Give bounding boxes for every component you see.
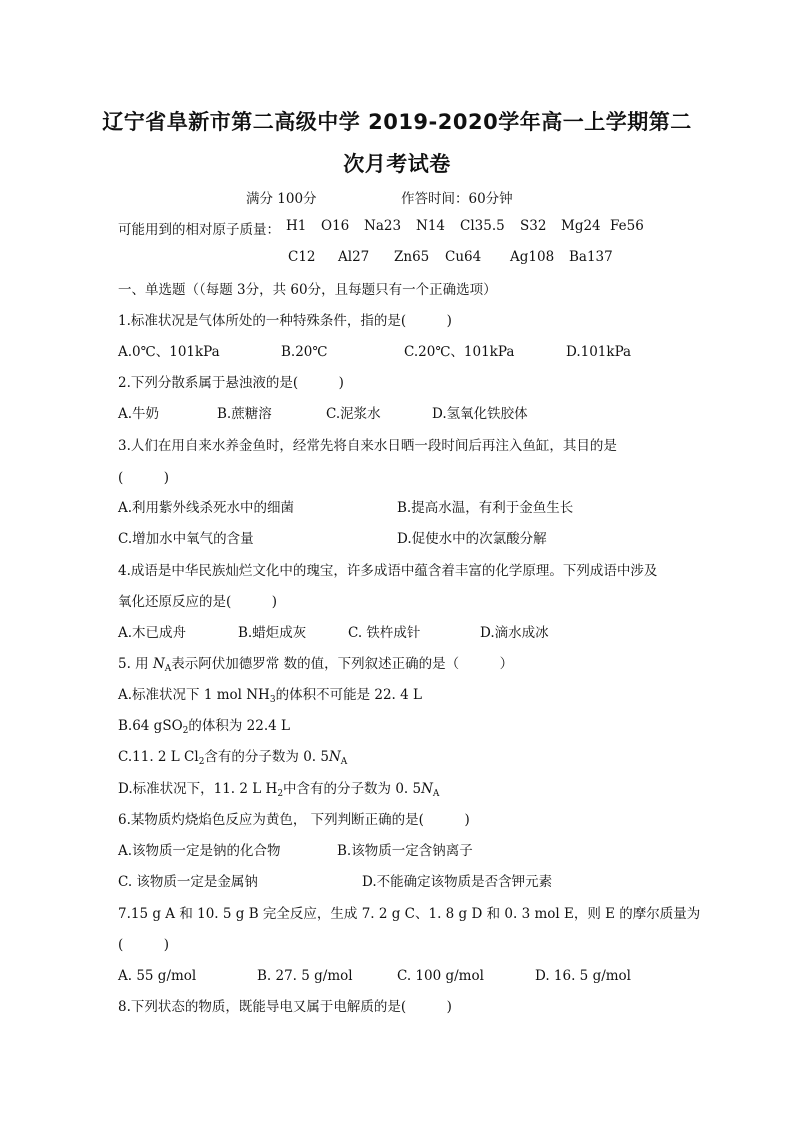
atomic-mass-item: N14 — [416, 218, 445, 234]
question-6-stem: 6.某物质灼烧焰色反应为黄色， 下列判断正确的是( ) — [118, 812, 470, 828]
atomic-mass-item: Cl35.5 — [460, 218, 505, 234]
q7-option-d: D. 16. 5 g/mol — [535, 968, 632, 984]
q5-d-text-end: 中含有的分子数为 0. 5 — [283, 781, 422, 797]
q5-option-d — [118, 780, 439, 798]
atomic-mass-item: Mg24 — [561, 218, 601, 234]
atomic-mass-item: C12 — [288, 249, 316, 265]
q2-option-a: A.牛奶 — [118, 406, 160, 422]
atomic-mass-item: Cu64 — [445, 249, 482, 265]
section-heading: 一、单选题（（每题 3分，共 60分，且每题只有一个正确选项） — [118, 282, 497, 298]
avogadro-subscript: A — [340, 757, 348, 767]
q5-b-subscript: 2 — [182, 726, 189, 736]
q5-c-subscript: 2 — [198, 757, 205, 767]
q1-option-b: B.20℃ — [281, 344, 328, 360]
avogadro-symbol: N — [328, 749, 341, 765]
time-limit: 作答时间：60分钟 — [401, 191, 513, 207]
avogadro-subscript: A — [164, 664, 172, 674]
q5-a-subscript: 3 — [269, 695, 276, 705]
exam-title-line2: 次月考试卷 — [343, 152, 451, 176]
q5-d-subscript: 2 — [277, 789, 284, 799]
q7-option-c: C. 100 g/mol — [397, 968, 484, 984]
q3-option-c: C.增加水中氧气的含量 — [118, 531, 254, 547]
atomic-mass-label: 可能用到的相对原子质量： — [118, 222, 280, 238]
q7-option-b: B. 27. 5 g/mol — [257, 968, 353, 984]
q5-b-text: B.64 gSO — [118, 718, 183, 734]
q5-a-text-end: 的体积不可能是 22. 4 L — [275, 687, 422, 703]
q7-option-a: A. 55 g/mol — [118, 968, 197, 984]
atomic-mass-item: Al27 — [338, 249, 370, 265]
q1-option-d: D.101kPa — [566, 344, 632, 360]
q4-option-d: D.滴水成冰 — [480, 625, 549, 641]
q5-option-a — [118, 686, 422, 704]
question-3-stem: 3.人们在用自来水养金鱼时，经常先将自来水日晒一段时间后再注入鱼缸，其目的是 — [118, 438, 617, 454]
question-7-stem: 7.15 g A 和 10. 5 g B 完全反应，生成 7. 2 g C、1. 8 g D 和 0. 3 mol E，则 E 的摩尔质量为 — [118, 906, 701, 922]
question-7-stem-cont: ( ) — [118, 937, 170, 953]
full-score: 满分 100分 — [246, 191, 317, 207]
q5-option-b — [118, 717, 290, 735]
atomic-mass-item: S32 — [520, 218, 547, 234]
q5-c-text-end: 含有的分子数为 0. 5 — [204, 749, 329, 765]
q6-option-c: C. 该物质一定是金属钠 — [118, 874, 258, 890]
question-4-stem: 4.成语是中华民族灿烂文化中的瑰宝，许多成语中蕴含着丰富的化学原理。下列成语中涉及 — [118, 563, 658, 579]
q5-a-text: A.标准状况下 1 mol NH — [118, 687, 270, 703]
avogadro-symbol: N — [152, 656, 165, 672]
q2-option-c: C.泥浆水 — [326, 406, 381, 422]
q4-option-b: B.蜡炬成灰 — [238, 625, 307, 641]
q3-option-a: A.利用紫外线杀死水中的细菌 — [118, 500, 295, 516]
question-2-stem: 2.下列分散系属于悬浊液的是( ) — [118, 375, 344, 391]
q3-option-b: B.提高水温，有利于金鱼生长 — [397, 500, 574, 516]
q6-option-d: D.不能确定该物质是否含钾元素 — [362, 874, 553, 890]
atomic-mass-item: Na23 — [364, 218, 402, 234]
q5-d-text: D.标准状况下，11. 2 L H — [118, 781, 278, 797]
question-1-stem: 1.标准状况是气体所处的一种特殊条件，指的是( ) — [118, 313, 452, 329]
q1-option-a: A.0℃、101kPa — [118, 344, 220, 360]
question-5-stem — [118, 655, 513, 673]
atomic-mass-item: H1 — [286, 218, 307, 234]
q5-stem-suffix: 表示阿伏加德罗常 数的值，下列叙述正确的是（ ） — [171, 656, 514, 672]
q2-option-d: D.氢氧化铁胶体 — [432, 406, 528, 422]
atomic-mass-item: Zn65 — [394, 249, 430, 265]
avogadro-subscript: A — [432, 789, 440, 799]
q5-b-text-end: 的体积为 22.4 L — [188, 718, 290, 734]
q6-option-a: A.该物质一定是钠的化合物 — [118, 843, 281, 859]
q5-option-c — [118, 748, 347, 766]
atomic-mass-item: Ba137 — [569, 249, 613, 265]
question-3-stem-cont: ( ) — [118, 470, 170, 486]
exam-title-line1: 辽宁省阜新市第二高级中学 2019-2020学年高一上学期第二 — [102, 110, 692, 134]
question-8-stem: 8.下列状态的物质，既能导电又属于电解质的是( ) — [118, 999, 452, 1015]
q2-option-b: B.蔗糖溶 — [217, 406, 272, 422]
q5-stem-prefix: 5. 用 — [118, 656, 153, 672]
avogadro-symbol: N — [421, 781, 433, 797]
q4-option-c: C. 铁杵成针 — [348, 625, 421, 641]
atomic-mass-item: Fe56 — [610, 218, 644, 234]
q6-option-b: B.该物质一定含钠离子 — [337, 843, 473, 859]
q3-option-d: D.促使水中的次氯酸分解 — [397, 531, 547, 547]
question-4-stem-cont: 氧化还原反应的是( ) — [118, 594, 278, 610]
q4-option-a: A.木已成舟 — [118, 625, 187, 641]
q5-c-text: C.11. 2 L Cl — [118, 749, 199, 765]
q1-option-c: C.20℃、101kPa — [404, 344, 515, 360]
atomic-mass-item: O16 — [321, 218, 350, 234]
atomic-mass-item: Ag108 — [510, 249, 555, 265]
